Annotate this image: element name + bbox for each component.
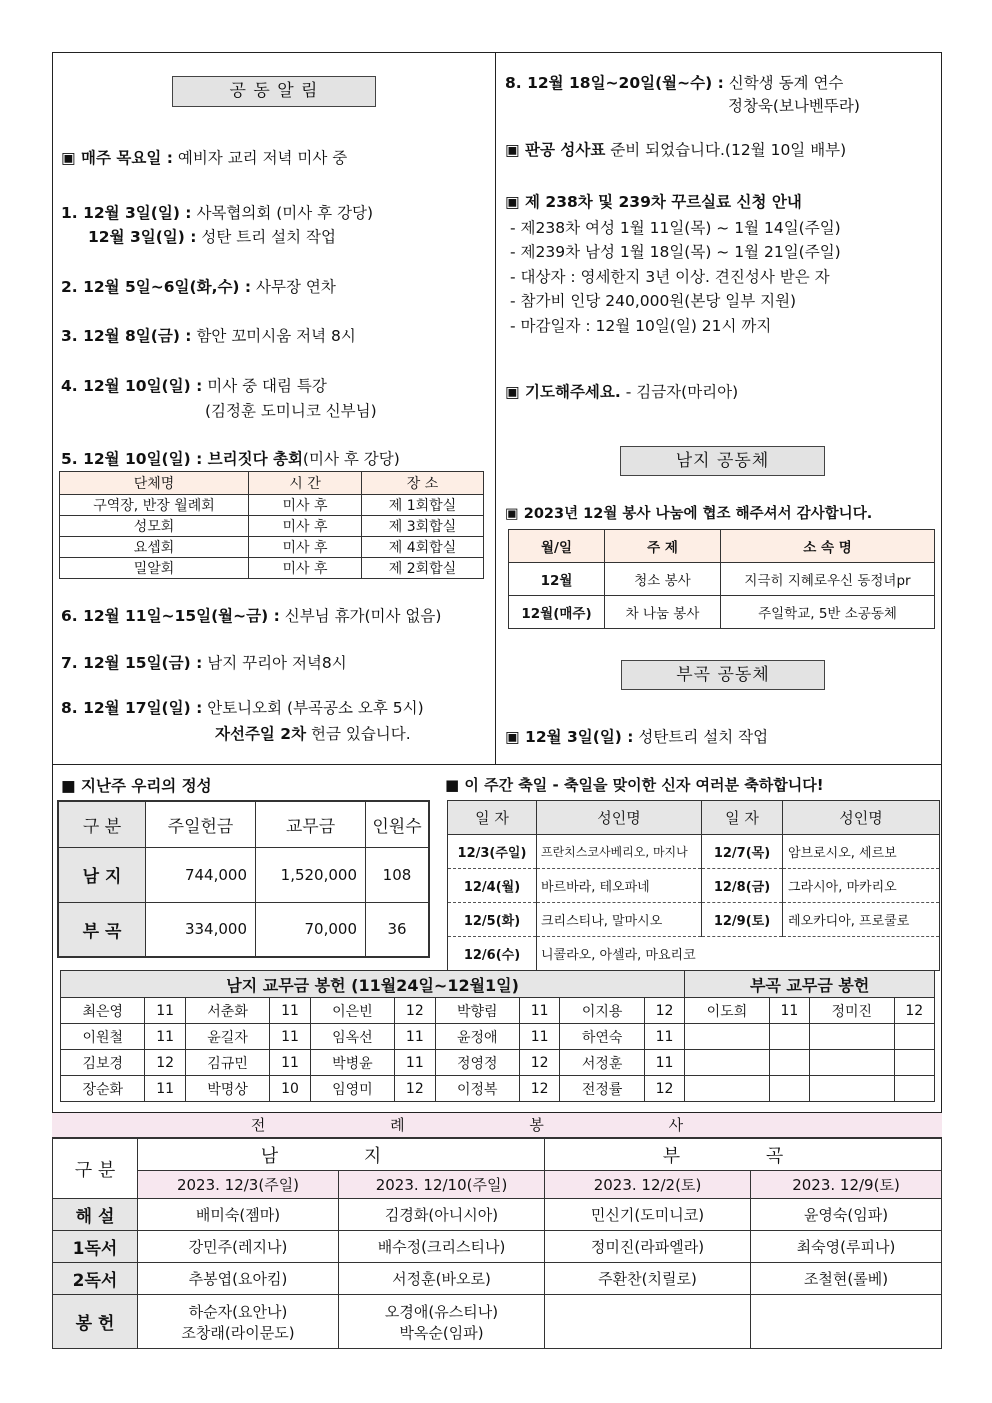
cursillo-line: - 참가비 인당 240,000원(본당 일부 지원) (510, 292, 797, 310)
notice-4b: (김정훈 도미니코 신부님) (205, 402, 377, 420)
table-row: 12/3(주일) 프란치스코사베리오, 마지나 12/7(목) 암브로시오, 세르보 (448, 835, 940, 869)
notice-4: 4. 12월 10일(일) : 미사 중 대림 특강 (61, 377, 327, 395)
cursillo-title: ▣ 제 238차 및 239차 꾸르실료 신청 안내 (505, 193, 802, 211)
notice-7: 7. 12월 15일(금) : 남지 꾸리아 저녁8시 (61, 654, 347, 672)
column-divider (495, 52, 496, 764)
namji-table: 월/일 주 제 소 속 명 12월 청소 봉사 지극히 지혜로우신 동정녀pr 12월(매주) 차 나눔 봉사 주일학교, 5반 소공동체 (508, 529, 935, 629)
liturgy-title-bar (52, 1112, 942, 1138)
notice-8b: 자선주일 2차 헌금 있습니다. (215, 725, 411, 743)
notice-2: 2. 12월 5일~6일(화,수) : 사무장 연차 (61, 278, 336, 296)
namji-thanks: ▣ 2023년 12월 봉사 나눔에 협조 해주셔서 감사합니다. (505, 506, 873, 522)
liturgy-title: 전 례 봉 사 (250, 1116, 744, 1134)
cursillo-line: - 제238차 여성 1월 11일(목) ~ 1월 14일(주일) (510, 219, 841, 237)
table-row: 12월(매주) 차 나눔 봉사 주일학교, 5반 소공동체 (509, 596, 935, 629)
notice-5: 5. 12월 10일(일) : 브리짓다 총회(미사 후 강당) (61, 450, 400, 468)
table-row: 구역장, 반장 월례회 미사 후 제 1회합실 (60, 495, 484, 516)
namji-title: 남지 공동체 (620, 446, 825, 476)
prayer-note: ▣ 기도해주세요. - 김금자(마리아) (505, 383, 739, 401)
table-row: 최은영 11 서춘화 11 이은빈 12 박향림 11 이지용 12 이도희 11 정미진 12 (61, 998, 935, 1024)
weekly-note: ▣ 매주 목요일 : 예비자 교리 저녁 미사 중 (61, 149, 348, 167)
table-row: 12/4(월) 바르바라, 테오파네 12/8(금) 그라시아, 마카리오 (448, 869, 940, 903)
table-row: 봉 헌 하순자(요안나) 조창래(라이문도) 오경애(유스티나) 박옥순(임파) (53, 1295, 942, 1349)
bugok-note: ▣ 12월 3일(일) : 성탄트리 설치 작업 (505, 728, 769, 746)
notice-8: 8. 12월 17일(일) : 안토니오회 (부곡공소 오후 5시) (61, 699, 424, 717)
meeting-table: 단체명 시 간 장 소 구역장, 반장 월례회 미사 후 제 1회합실 성모회 미사 후 제 3회합실 요셉회 미사 후 제 4회합실 밀알회 미사 후 제 2회합실 (59, 471, 484, 579)
pangong-note: ▣ 판공 성사표 준비 되었습니다.(12월 10일 배부) (505, 141, 847, 159)
table-row: 요셉회 미사 후 제 4회합실 (60, 537, 484, 558)
table-row: 남 지 744,000 1,520,000 108 (58, 847, 429, 902)
donor-table: 남지 교무금 봉헌 (11월24일~12월1일) 부곡 교무금 봉헌 최은영 11 서춘화 11 이은빈 12 박향림 11 이지용 12 이도희 11 정미진 12 이원철 11 윤길자 11 임옥선 11 윤정애 11 하연숙 11 김보경 12 김규민 11 박병윤 11 정영정 12 서정훈 11 장순화 11 박명상 10 임영미 12 이정복 12 전정률 12 (60, 970, 935, 1102)
table-row: 12/5(화) 크리스티나, 말마시오 12/9(토) 레오카디아, 프로쿨로 (448, 903, 940, 937)
notice-1: 1. 12월 3일(일) : 사목협의회 (미사 후 강당) (61, 204, 374, 222)
table-row: 해 설 배미숙(젬마) 김경화(아니시아) 민신기(도미니코) 윤영숙(임파) (53, 1199, 942, 1231)
cursillo-line: - 제239차 남성 1월 18일(목) ~ 1월 21일(주일) (510, 243, 841, 261)
bugok-title: 부곡 공동체 (621, 660, 825, 690)
offering-table: 구 분 주일헌금 교무금 인원수 남 지 744,000 1,520,000 108 부 곡 334,000 70,000 36 (57, 800, 430, 958)
table-row: 12월 청소 봉사 지극히 지혜로우신 동정녀pr (509, 563, 935, 596)
liturgy-table: 구 분 남 지 부 곡 2023. 12/3(주일) 2023. 12/10(주일) 2023. 12/2(토) 2023. 12/9(토) 해 설 배미숙(젬마) 김경화(아니시아) 민신기(도미니코) 윤영숙(임파) 1독서 강민주(레지나) 배수정(크리스티나) 정미진(라파엘라) 최숙영(루피나) 2독서 추봉엽(요아킴) 서정훈(바오로) 주환찬(치릴로) 조철현(롤베) 봉 헌 하순자(요안나) 조창래(라이문도) 오경애(유스티나) 박옥순(임파) (52, 1138, 942, 1349)
notice-6: 6. 12월 11일~15일(월~금) : 신부님 휴가(미사 없음) (61, 607, 442, 625)
notice-r8b: 정창욱(보나벤뚜라) (728, 97, 860, 115)
table-row: 성모회 미사 후 제 3회합실 (60, 516, 484, 537)
table-row: 1독서 강민주(레지나) 배수정(크리스티나) 정미진(라파엘라) 최숙영(루피나) (53, 1231, 942, 1263)
left-title: 공 동 알 림 (172, 76, 376, 107)
table-row: 2독서 추봉엽(요아킴) 서정훈(바오로) 주환찬(치릴로) 조철현(롤베) (53, 1263, 942, 1295)
section-divider (52, 764, 942, 765)
table-row: 이원철 11 윤길자 11 임옥선 11 윤정애 11 하연숙 11 (61, 1024, 935, 1050)
table-row: 김보경 12 김규민 11 박병윤 11 정영정 12 서정훈 11 (61, 1050, 935, 1076)
notice-r8: 8. 12월 18일~20일(월~수) : 신학생 동계 연수 (505, 74, 844, 92)
table-row: 12/6(수) 니콜라오, 아셀라, 마요리코 (448, 937, 940, 971)
notice-3: 3. 12월 8일(금) : 함안 꼬미시움 저녁 8시 (61, 327, 356, 345)
table-row: 장순화 11 박명상 10 임영미 12 이정복 12 전정률 12 (61, 1076, 935, 1102)
table-row: 밀알회 미사 후 제 2회합실 (60, 558, 484, 579)
feast-title: ■ 이 주간 축일 - 축일을 맞이한 신자 여러분 축하합니다! (445, 776, 824, 794)
cursillo-line: - 마감일자 : 12월 10일(일) 21시 까지 (510, 317, 772, 335)
notice-1b: 12월 3일(일) : 성탄 트리 설치 작업 (88, 228, 336, 246)
cursillo-line: - 대상자 : 영세한지 3년 이상. 견진성사 받은 자 (510, 268, 830, 286)
table-row: 부 곡 334,000 70,000 36 (58, 902, 429, 957)
feast-table: 일 자 성인명 일 자 성인명 12/3(주일) 프란치스코사베리오, 마지나 12/7(목) 암브로시오, 세르보 12/4(월) 바르바라, 테오파네 12/8(금) 그라시아, 마카리오 12/5(화) 크리스티나, 말마시오 12/9(토) 레오카디아, 프로쿨로 12/6(수) 니콜라오, 아셀라, 마요리코 (447, 800, 940, 971)
offering-title: ■ 지난주 우리의 정성 (61, 777, 212, 795)
